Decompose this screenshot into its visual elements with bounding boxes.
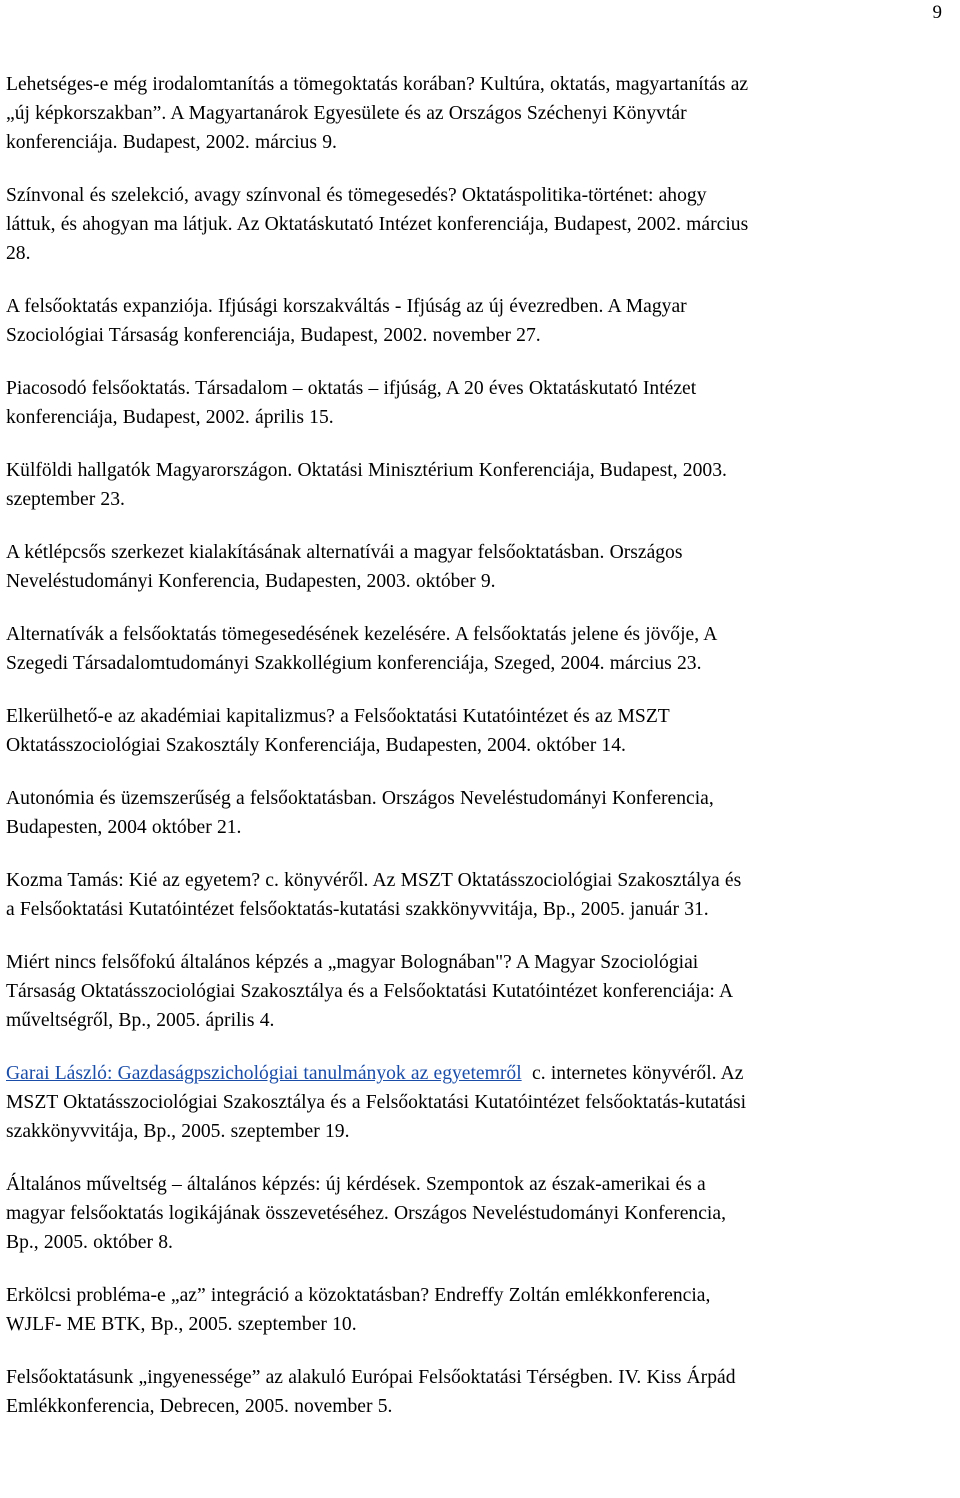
list-item <box>6 702 956 760</box>
entry-line: Autonómia és üzemszerűség a felsőoktatásban. Országos Neveléstudományi Konferencia, <box>6 788 714 809</box>
list-item <box>6 181 956 268</box>
entry-line: Kozma Tamás: Kié az egyetem? c. könyvéről. Az MSZT Oktatásszociológiai Szakosztálya és <box>6 870 742 891</box>
entry-line: A kétlépcsős szerkezet kialakításának alternatívái a magyar felsőoktatásban. Országos <box>6 542 683 563</box>
list-item <box>6 1170 956 1257</box>
entry-line: MSZT Oktatásszociológiai Szakosztálya és a Felsőoktatási Kutatóintézet felsőoktatás-kutatási <box>6 1092 747 1113</box>
entry-line: Felsőoktatásunk „ingyenessége” az alakuló Európai Felsőoktatási Térségben. IV. Kiss Árpád <box>6 1367 736 1388</box>
entry-line: Erkölcsi probléma-e „az” integráció a közoktatásban? Endreffy Zoltán emlékkonferencia, <box>6 1285 711 1306</box>
list-item <box>6 538 956 596</box>
entry-line: Társaság Oktatásszociológiai Szakosztálya és a Felsőoktatási Kutatóintézet konferenciája: A <box>6 981 734 1002</box>
list-item <box>6 374 956 432</box>
entry-line: szakkönyvvitája, Bp., 2005. szeptember 19. <box>6 1121 350 1142</box>
entry-line: láttuk, és ahogyan ma látjuk. Az Oktatáskutató Intézet konferenciája, Budapest, 2002. március <box>6 214 749 235</box>
entry-line: Oktatásszociológiai Szakosztály Konferenciája, Budapesten, 2004. október 14. <box>6 735 626 756</box>
list-item <box>6 1363 956 1421</box>
entry-line: Színvonal és szelekció, avagy színvonal és tömegesedés? Oktatáspolitika-történet: ahogy <box>6 185 707 206</box>
entry-line: Általános műveltség – általános képzés: új kérdések. Szempontok az észak-amerikai és a <box>6 1174 706 1195</box>
entry-line: magyar felsőoktatás logikájának összevetéséhez. Országos Neveléstudományi Konferencia, <box>6 1203 726 1224</box>
entry-line: Szociológiai Társaság konferenciája, Budapest, 2002. november 27. <box>6 325 541 346</box>
entry-line: Neveléstudományi Konferencia, Budapesten, 2003. október 9. <box>6 571 496 592</box>
list-item <box>6 1059 956 1146</box>
entry-line: Miért nincs felsőfokú általános képzés a „magyar Bolognában"? A Magyar Szociológiai <box>6 952 699 973</box>
list-item <box>6 1281 956 1339</box>
conference-list <box>6 70 956 1445</box>
entry-line: konferenciája. Budapest, 2002. március 9. <box>6 132 337 153</box>
entry-line: Szegedi Társadalomtudományi Szakkollégium konferenciája, Szeged, 2004. március 23. <box>6 653 702 674</box>
list-item <box>6 866 956 924</box>
entry-line: szeptember 23. <box>6 489 125 510</box>
list-item <box>6 292 956 350</box>
list-item <box>6 948 956 1035</box>
book-link[interactable]: Garai László: Gazdaságpszichológiai tanulmányok az egyetemről <box>6 1063 522 1084</box>
entry-line: WJLF- ME BTK, Bp., 2005. szeptember 10. <box>6 1314 357 1335</box>
entry-line: konferenciája, Budapest, 2002. április 15. <box>6 407 334 428</box>
entry-line: Emlékkonferencia, Debrecen, 2005. november 5. <box>6 1396 393 1417</box>
entry-line-rest: c. internetes könyvéről. Az <box>521 1063 744 1084</box>
entry-line: Alternatívák a felsőoktatás tömegesedésének kezelésére. A felsőoktatás jelene és jövője, A <box>6 624 718 645</box>
entry-line <box>6 1059 956 1088</box>
entry-line: Bp., 2005. október 8. <box>6 1232 173 1253</box>
entry-line: a Felsőoktatási Kutatóintézet felsőoktatás-kutatási szakkönyvvitája, Bp., 2005. január 31. <box>6 899 709 920</box>
entry-line: Elkerülhető-e az akadémiai kapitalizmus? a Felsőoktatási Kutatóintézet és az MSZT <box>6 706 670 727</box>
page-number: 9 <box>932 2 942 23</box>
list-item <box>6 70 956 157</box>
entry-line: Külföldi hallgatók Magyarországon. Oktatási Minisztérium Konferenciája, Budapest, 2003. <box>6 460 727 481</box>
list-item <box>6 456 956 514</box>
list-item <box>6 620 956 678</box>
entry-line: Lehetséges-e még irodalomtanítás a tömegoktatás korában? Kultúra, oktatás, magyartanítás az <box>6 74 749 95</box>
entry-line: A felsőoktatás expanziója. Ifjúsági korszakváltás - Ifjúság az új évezredben. A Magyar <box>6 296 687 317</box>
entry-line: Piacosodó felsőoktatás. Társadalom – oktatás – ifjúság, A 20 éves Oktatáskutató Intézet <box>6 378 697 399</box>
entry-line: Budapesten, 2004 október 21. <box>6 817 242 838</box>
entry-line: 28. <box>6 243 31 264</box>
entry-line: műveltségről, Bp., 2005. április 4. <box>6 1010 275 1031</box>
entry-line: „új képkorszakban”. A Magyartanárok Egyesülete és az Országos Széchenyi Könyvtár <box>6 103 687 124</box>
list-item <box>6 784 956 842</box>
